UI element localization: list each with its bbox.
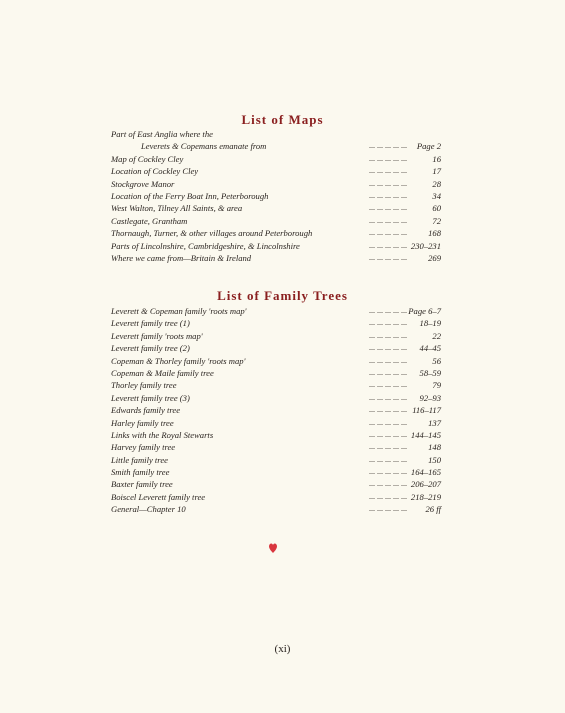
dot-leader: ... ... ... ... ... <box>369 504 407 514</box>
entry-page-number: 148 <box>428 442 441 453</box>
entry-title: Leverets & Copemans emanate from <box>141 141 270 151</box>
entry-title: Edwards family tree <box>111 405 184 415</box>
entry-page-number: 58–59 <box>419 367 441 378</box>
entry-title: Leverett family 'roots map' <box>111 331 207 341</box>
entry-title: Leverett family tree (3) <box>111 393 194 403</box>
dot-leader: ... ... ... ... ... <box>369 454 407 464</box>
dot-leader: ... ... ... ... ... <box>369 240 407 250</box>
entry-page-number: Page 2 <box>416 141 441 152</box>
map-entry <box>111 202 441 214</box>
fleuron-icon <box>268 542 278 554</box>
entry-page-number: 26 ff <box>425 504 441 515</box>
map-entry <box>111 240 441 252</box>
entry-page-number: 22 <box>432 330 441 341</box>
maps-list <box>111 128 441 264</box>
dot-leader: ... ... ... ... ... <box>369 467 407 477</box>
map-entry <box>111 227 441 239</box>
entry-title: Copeman & Maile family tree <box>111 368 218 378</box>
entry-page-number: 144–145 <box>410 429 441 440</box>
dot-leader: ... ... ... ... ... <box>369 190 407 200</box>
entry-page-number: 56 <box>432 355 441 366</box>
entry-title: Copeman & Thorley family 'roots map' <box>111 356 249 366</box>
entry-page-number: 28 <box>432 178 441 189</box>
list-of-maps-heading: List of Maps <box>241 112 324 127</box>
entry-title: Little family tree <box>111 455 172 465</box>
dot-leader: ... ... ... ... ... <box>369 318 407 328</box>
entry-title: Smith family tree <box>111 467 173 477</box>
map-entry <box>111 140 441 152</box>
entry-title: Leverett family tree (2) <box>111 343 194 353</box>
family-tree-entry <box>111 491 441 503</box>
entry-title: Location of the Ferry Boat Inn, Peterborough <box>111 191 272 201</box>
entry-title: Thorley family tree <box>111 380 181 390</box>
entry-title: Part of East Anglia where the <box>111 129 217 139</box>
dot-leader: ... ... ... ... ... <box>369 166 407 176</box>
entry-title: Leverett & Copeman family 'roots map' <box>111 306 251 316</box>
entry-page-number: 218–219 <box>410 491 441 502</box>
dot-leader: ... ... ... ... ... <box>369 355 407 365</box>
dot-leader: ... ... ... ... ... <box>369 141 407 151</box>
family-tree-entry <box>111 379 441 391</box>
entry-page-number: 92–93 <box>419 392 441 403</box>
entry-title: West Walton, Tilney All Saints, & area <box>111 203 246 213</box>
entry-page-number: 116–117 <box>412 405 441 416</box>
entry-title: Map of Cockley Cley <box>111 154 187 164</box>
entry-page-number: 44–45 <box>419 343 441 354</box>
page-number: (xi) <box>274 643 291 655</box>
dot-leader: ... ... ... ... ... <box>369 252 407 262</box>
list-of-family-trees-heading: List of Family Trees <box>217 288 348 303</box>
family-tree-entry <box>111 429 441 441</box>
family-tree-entry <box>111 503 441 515</box>
entry-title: General—Chapter 10 <box>111 504 190 514</box>
dot-leader: ... ... ... ... ... <box>369 417 407 427</box>
family-tree-entry <box>111 404 441 416</box>
family-tree-entry <box>111 392 441 404</box>
entry-title: Stockgrove Manor <box>111 179 178 189</box>
dot-leader: ... ... ... ... ... <box>369 306 407 315</box>
entry-title: Castlegate, Grantham <box>111 216 191 226</box>
entry-page-number: 164–165 <box>410 467 441 478</box>
family-tree-entry <box>111 342 441 354</box>
entry-page-number: 34 <box>432 190 441 201</box>
dot-leader: ... ... ... ... ... <box>369 392 407 402</box>
entry-page-number: 17 <box>432 166 441 177</box>
dot-leader: ... ... ... ... ... <box>369 343 407 353</box>
entry-title: Leverett family tree (1) <box>111 318 194 328</box>
entry-page-number: 230–231 <box>410 240 441 251</box>
family-tree-entry <box>111 330 441 342</box>
entry-title: Where we came from—Britain & Ireland <box>111 253 255 263</box>
dot-leader: ... ... ... ... ... <box>369 203 407 213</box>
entry-page-number: 168 <box>428 228 441 239</box>
entry-title: Links with the Royal Stewarts <box>111 430 217 440</box>
map-entry <box>111 165 441 177</box>
entry-title: Thornaugh, Turner, & other villages around Peterborough <box>111 228 316 238</box>
entry-title: Baxter family tree <box>111 479 177 489</box>
family-tree-entry <box>111 305 441 317</box>
dot-leader: ... ... ... ... ... <box>369 442 407 452</box>
entry-title: Location of Cockley Cley <box>111 166 202 176</box>
dot-leader: ... ... ... ... ... <box>369 405 407 415</box>
map-entry <box>111 252 441 264</box>
dot-leader: ... ... ... ... ... <box>369 479 407 489</box>
entry-page-number: 137 <box>428 417 441 428</box>
family-tree-entry <box>111 317 441 329</box>
entry-page-number: Page 6–7 <box>408 306 441 316</box>
family-tree-entry <box>111 441 441 453</box>
dot-leader: ... ... ... ... ... <box>369 330 407 340</box>
entry-page-number: 269 <box>428 252 441 263</box>
dot-leader: ... ... ... ... ... <box>369 215 407 225</box>
entry-title: Boiscel Leverett family tree <box>111 492 209 502</box>
entry-page-number: 72 <box>432 215 441 226</box>
map-entry <box>111 128 441 140</box>
map-entry <box>111 190 441 202</box>
map-entry <box>111 178 441 190</box>
family-tree-entry <box>111 466 441 478</box>
dot-leader: ... ... ... ... ... <box>369 491 407 501</box>
family-tree-entry <box>111 355 441 367</box>
entry-title: Parts of Lincolnshire, Cambridgeshire, & Lincolnshire <box>111 241 304 251</box>
entry-page-number: 150 <box>428 454 441 465</box>
dot-leader: ... ... ... ... ... <box>369 228 407 238</box>
family-tree-entry <box>111 478 441 490</box>
entry-title: Harley family tree <box>111 418 178 428</box>
entry-title: Harvey family tree <box>111 442 179 452</box>
family-trees-list <box>111 305 441 516</box>
family-tree-entry <box>111 417 441 429</box>
family-tree-entry <box>111 367 441 379</box>
entry-page-number: 16 <box>432 153 441 164</box>
map-entry <box>111 153 441 165</box>
dot-leader: ... ... ... ... ... <box>369 429 407 439</box>
entry-page-number: 206–207 <box>410 479 441 490</box>
entry-page-number: 18–19 <box>419 318 441 329</box>
dot-leader: ... ... ... ... ... <box>369 367 407 377</box>
family-tree-entry <box>111 454 441 466</box>
map-entry <box>111 215 441 227</box>
dot-leader: ... ... ... ... ... <box>369 380 407 390</box>
dot-leader: ... ... ... ... ... <box>369 178 407 188</box>
entry-page-number: 60 <box>432 203 441 214</box>
entry-page-number: 79 <box>432 380 441 391</box>
dot-leader: ... ... ... ... ... <box>369 153 407 163</box>
